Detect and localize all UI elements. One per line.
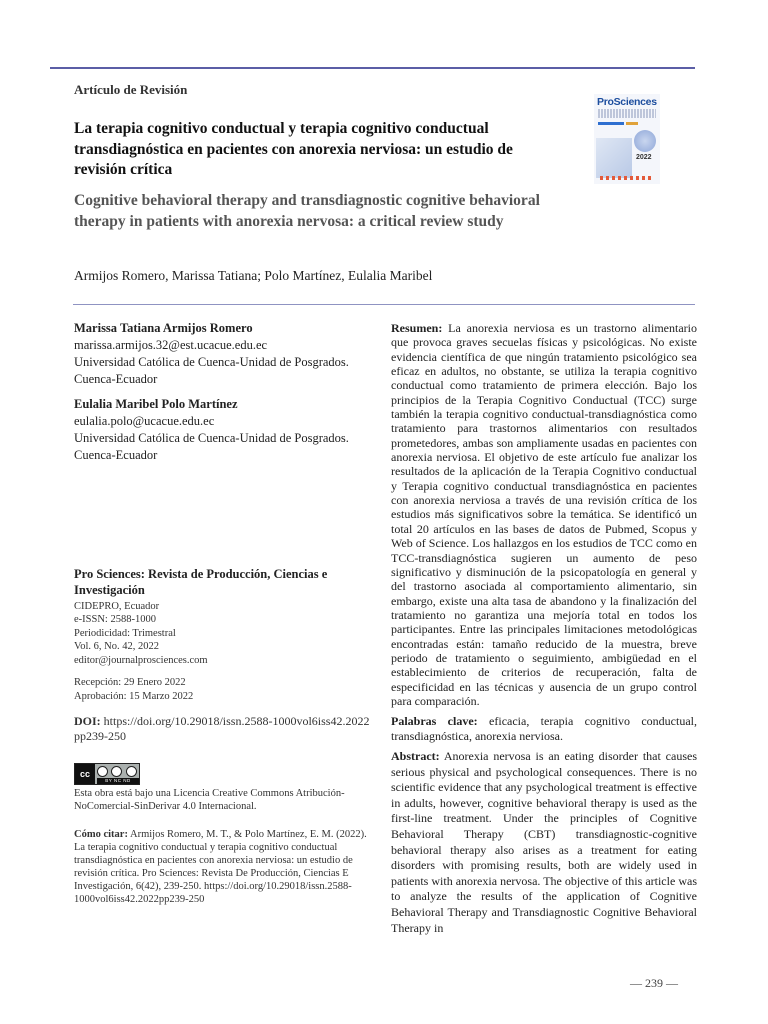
resumen-label: Resumen: xyxy=(391,321,443,335)
license-text: Esta obra está bajo una Licencia Creative Commons Atribución-NoComercial-SinDerivar 4.0 Internacional. xyxy=(74,788,345,813)
doi-link[interactable]: https://doi.org/10.29018/issn.2588-1000vol6iss42.2022pp239-250 xyxy=(74,714,370,743)
journal-publisher: CIDEPRO, Ecuador xyxy=(74,601,160,612)
abstract-text: Anorexia nervosa is an eating disorder that causes serious physical and psychological consequences. There is no scientific evidence that any psychological treatment is effective in adults, however, cognitive behavioral therapy is used as the first-line treatment. Under the principles of Cognitive Behavioral Therapy (CBT) transdiagnostic-cognitive behavioral therapy also arises as a treatment for eating disorders with promising results, both are widely used in patients with anorexia nervosa. The objective of this article was to analyze the results of the application of Cognitive Behavioral Therapy and Transdiagnostic Cognitive Behavioral Therapy in xyxy=(391,748,697,935)
doi-line xyxy=(74,714,374,744)
nd-icon xyxy=(126,766,137,777)
affiliation-institution: Universidad Católica de Cuenca-Unidad de Posgrados. Cuenca-Ecuador xyxy=(74,355,349,386)
nc-icon xyxy=(111,766,122,777)
cover-hex-graphic xyxy=(634,130,656,152)
journal-cover-logo xyxy=(594,94,660,184)
affiliation-name: Eulalia Maribel Polo Martínez xyxy=(74,397,238,411)
approved-date: Aprobación: 15 Marzo 2022 xyxy=(74,691,194,702)
article-type-label: Artículo de Revisión xyxy=(74,82,188,97)
received-date: Recepción: 29 Enero 2022 xyxy=(74,677,186,688)
author-list: Armijos Romero, Marissa Tatiana; Polo Martínez, Eulalia Maribel xyxy=(74,268,433,283)
affiliation-name: Marissa Tatiana Armijos Romero xyxy=(74,321,253,335)
journal-issn: e-ISSN: 2588-1000 xyxy=(74,614,156,626)
keywords-label: Palabras clave: xyxy=(391,714,478,729)
abstract-column xyxy=(391,321,697,942)
abstract-paragraph xyxy=(391,749,697,936)
page-number: — 239 — xyxy=(630,976,678,990)
journal-periodicity: Periodicidad: Trimestral xyxy=(74,627,176,639)
journal-info xyxy=(74,566,374,667)
resumen-paragraph xyxy=(391,321,697,708)
affiliation-email[interactable]: eulalia.polo@ucacue.edu.ec xyxy=(74,414,215,428)
section-divider xyxy=(73,304,695,305)
title-english: Cognitive behavioral therapy and transdiagnostic cognitive behavioral therapy in patients with anorexia nervosa: a critical review study xyxy=(74,192,540,230)
keywords-text: eficacia, terapia cognitivo conductual, transdiagnóstica, anorexia nerviosa. xyxy=(391,714,697,743)
journal-email[interactable]: editor@journalprosciences.com xyxy=(74,654,208,666)
affiliation-1 xyxy=(74,320,374,388)
author-affiliations xyxy=(74,320,374,472)
logo-brand-text: ProSciences xyxy=(597,96,657,108)
cite-text: Armijos Romero, M. T., & Polo Martínez, E. M. (2022). La terapia cognitivo conductual y terapia cognitivo conductual transdiagnóstica en pacientes con anorexia nerviosa: un estudio de revisión crítica. Pro Sciences: Revista De Producción, Ciencias E Investigación, 6(42), 239-250. https://doi.org/10.29018/issn.2588-1000vol6iss42.2022pp239-250 xyxy=(74,829,367,905)
title-spanish: La terapia cognitivo conductual y terapia cognitivo conductual transdiagnóstica en pacientes con anorexia nerviosa: un estudio de revisión crítica xyxy=(74,120,513,178)
resumen-text: La anorexia nerviosa es un trastorno alimentario que provoca graves secuelas físicas y psicológicas. No existe evidencia científica de que ningún tratamiento psicológico sea eficaz en adultos, no obstante, se utiliza la terapia cognitivo conductual como tratamiento de primera elección. Bajo los principios de la Terapia Cognitivo Conductual (TCC) surge también la terapia cognitivo conductual-transdiagnóstica como tratamiento para trastornos alimentarios con resultados prometedores, ambas son ampliamente usadas en pacientes con anorexia nerviosa. El objetivo de este artículo fue analizar los resultados de la aplicación de la Terapia Cognitivo conductual y Terapia cognitivo conductual transdiagnóstica en pacientes con anorexia nerviosa a través de una revisión crítica de los estudios más significativos sobre la temática. Se identificó un total 20 artículos en las bases de datos de Pubmed, Scopus y Web of Science. Los hallazgos en los estudios de TCC como en TCC-transdiagnóstica sugieren un aumento de peso significativo y disminución de la psicopatología en general y del trastorno asociada al comportamiento alimentario, sin embargo, existe una alta tasa de abandono y la finalización del tratamiento no garantiza una mejoría total en todos los participantes. Entre las principales limitaciones metodológicas encontradas están: tamaño reducido de la muestra, breve periodo de tratamiento o seguimiento, ambigüedad en el establecimiento de criterios de recuperación, falta de especificidad en las técnicas y ausencia de un grupo control para comparación. xyxy=(391,321,697,708)
affiliation-institution: Universidad Católica de Cuenca-Unidad de Posgrados. Cuenca-Ecuador xyxy=(74,431,349,462)
how-to-cite xyxy=(74,829,374,906)
journal-volume: Vol. 6, No. 42, 2022 xyxy=(74,641,159,653)
by-icon xyxy=(97,766,108,777)
doi-label: DOI: xyxy=(74,714,101,728)
cc-icon: cc xyxy=(75,764,95,784)
header-rule xyxy=(50,67,695,69)
cover-year: 2022 xyxy=(636,154,652,161)
affiliation-email[interactable]: marissa.armijos.32@est.ucacue.edu.ec xyxy=(74,338,268,352)
creative-commons-badge[interactable] xyxy=(74,763,140,785)
affiliation-2 xyxy=(74,396,374,464)
submission-dates xyxy=(74,676,193,704)
keywords-paragraph xyxy=(391,714,697,743)
cc-badge-text: BY NC ND xyxy=(97,778,139,784)
cite-label: Cómo citar: xyxy=(74,829,128,840)
abstract-label: Abstract: xyxy=(391,748,440,763)
journal-name: Pro Sciences: Revista de Producción, Ciencias e Investigación xyxy=(74,567,328,597)
cover-artwork xyxy=(596,138,632,178)
